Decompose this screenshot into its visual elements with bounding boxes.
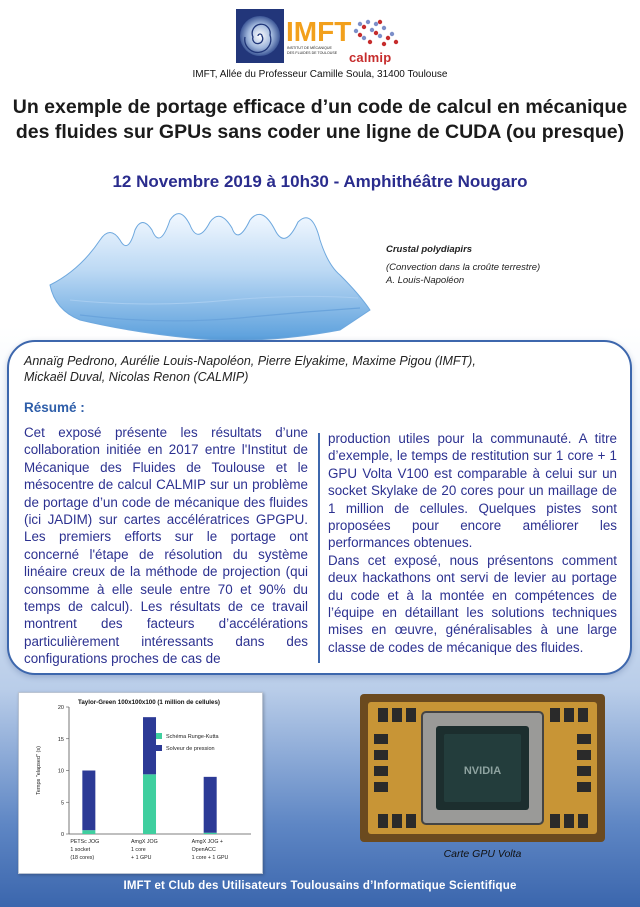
event-date: 12 Novembre 2019 à 10h30 - Amphithéâtre Nougaro	[112, 172, 528, 191]
title-line-2: des fluides sur GPUs sans coder une ligne de CUDA (ou presque)	[15, 121, 625, 143]
y-tick-label: 10	[57, 768, 64, 775]
image-caption	[386, 243, 540, 287]
caption-title: Crustal polydiapirs	[386, 244, 473, 255]
x-tick-label: OpenACC	[191, 847, 216, 853]
legend-swatch	[156, 745, 162, 751]
abstract-heading: Résumé :	[24, 400, 85, 415]
column-divider	[318, 433, 320, 663]
abstract-right-paragraph-2: Dans cet exposé, nous présentons comment deux hackathons ont servi de levier au portage du code et à la montée en compétences de l’équipe en détaillant les solutions techniques mises en œuvre, généralisables à une large classe de codes de mécanique des fluides.	[328, 552, 617, 655]
x-tick-label: AmgX JOG +	[191, 839, 224, 845]
y-tick-label: 0	[60, 832, 64, 838]
x-tick-label: (18 cores)	[70, 855, 95, 861]
calmip-logo-text: calmip	[349, 50, 392, 65]
chart-card	[18, 692, 263, 874]
x-tick-label: PETSc JOG	[70, 839, 100, 845]
page-title	[10, 95, 630, 145]
abstract-right-paragraph-1: production utiles pour la communauté. A titre d’exemple, le temps de restitution sur 1 core + 1 GPU Volta V100 est comparable à celui sur un socket Skylake de 20 cores pour un maillage de 1 million de cellules. Quelques pistes sont proposées pour encore améliorer les performances obtenues.	[328, 431, 617, 551]
caption-description: (Convection dans la croûte terrestre)	[386, 262, 541, 273]
title-line-1: Un exemple de portage efficace d’un code de calcul en mécanique	[12, 96, 628, 118]
bar-solveur-pression	[143, 717, 156, 774]
gpu-chip-label: NVIDIA	[463, 765, 502, 777]
authors	[24, 353, 614, 385]
gpu-card-image	[360, 694, 605, 842]
bar-runge-kutta	[82, 830, 95, 834]
caption-author: A. Louis-Napoléon	[386, 275, 465, 286]
svg-text:DES FLUIDES DE TOULOUSE: DES FLUIDES DE TOULOUSE	[287, 51, 338, 55]
x-tick-label: 1 socket	[70, 847, 91, 853]
chart-title: Taylor-Green 100x100x100 (1 million de cellules)	[78, 699, 220, 706]
crustal-polydiapirs-image	[40, 200, 380, 345]
address: IMFT, Allée du Professeur Camille Soula, 31400 Toulouse	[192, 69, 448, 80]
y-tick-label: 5	[60, 800, 64, 807]
bar-solveur-pression	[82, 771, 95, 831]
legend-label: Solveur de pression	[166, 746, 215, 752]
abstract-right-column	[328, 430, 617, 656]
legend-swatch	[156, 733, 162, 739]
svg-text:INSTITUT DE MÉCANIQUE: INSTITUT DE MÉCANIQUE	[287, 46, 332, 50]
bar-chart	[19, 693, 262, 873]
bar-solveur-pression	[204, 777, 217, 833]
bar-runge-kutta	[143, 774, 156, 834]
x-tick-label: AmgX JOG	[131, 839, 158, 845]
abstract-left-column: Cet exposé présente les résultats d’une collaboration initiée en 2017 entre l'Institut de Mécanique des Fluides de Toulouse et le mésocentre de calcul CALMIP sur un problème de portage d’un code de mécanique des fluides (ici JADIM) sur cartes accélératrices GPGPU. Les premiers efforts sur le portage ont concerné l'étape de résolution du système linéaire creux de la méthode de projection (qui consomme à elle seule entre 70 et 90% du temps de calcul). Les résultats de ce travail montrent des facteurs d’accélérations particulièrement intéressants dans des configurations proches de cas de	[24, 425, 308, 667]
bar-runge-kutta	[204, 833, 217, 834]
imft-logo	[236, 9, 352, 63]
y-tick-label: 15	[57, 736, 64, 743]
footer: IMFT et Club des Utilisateurs Toulousains d’Informatique Scientifique	[123, 880, 517, 892]
legend-label: Schéma Runge-Kutta	[166, 734, 219, 740]
authors-line-1: Annaïg Pedrono, Aurélie Louis-Napoléon, Pierre Elyakime, Maxime Pigou (IMFT),	[24, 354, 476, 368]
authors-line-2: Mickaël Duval, Nicolas Renon (CALMIP)	[24, 370, 249, 384]
imft-logo-text: IMFT	[286, 16, 352, 47]
y-axis-label: Temps "elapsed" (s)	[36, 746, 42, 795]
x-tick-label: 1 core + 1 GPU	[191, 855, 229, 861]
x-tick-label: + 1 GPU	[131, 855, 152, 861]
y-tick-label: 20	[57, 705, 64, 711]
gpu-caption: Carte GPU Volta	[443, 848, 522, 860]
x-tick-label: 1 core	[131, 847, 146, 853]
